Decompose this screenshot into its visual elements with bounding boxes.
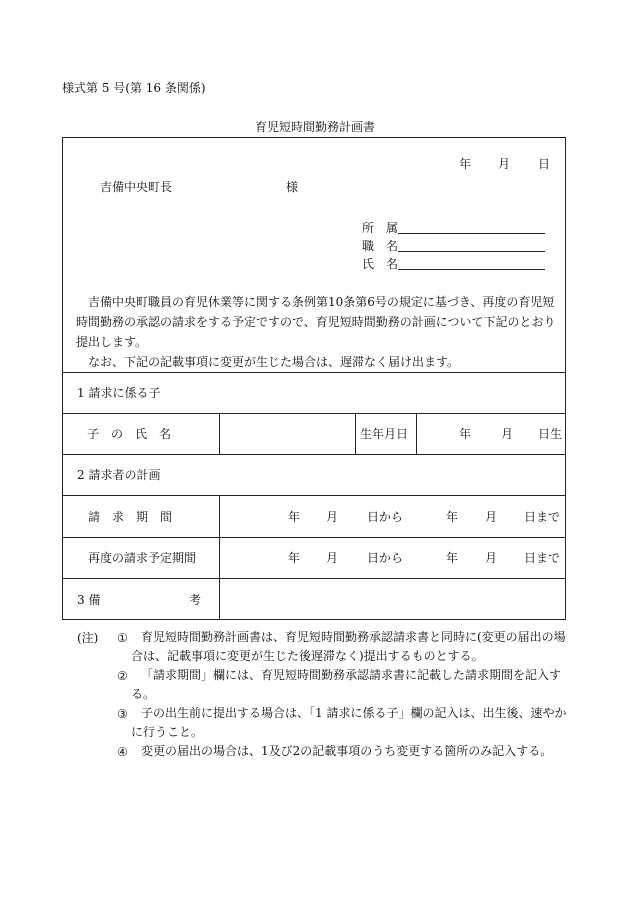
addressee-honorific: 様 xyxy=(286,180,299,194)
divider xyxy=(62,537,566,538)
name-field[interactable] xyxy=(398,269,545,270)
request-to-day: 日まで xyxy=(524,510,561,524)
remarks-field[interactable] xyxy=(225,584,560,614)
name-label: 氏 名 xyxy=(362,257,399,271)
birth-day: 日生 xyxy=(538,427,563,441)
divider xyxy=(62,578,566,579)
affiliation-field[interactable] xyxy=(398,233,545,234)
body-paragraph-2: なお、下記の記載事項に変更が生じた場合は、遅滞なく届け出ます。 xyxy=(88,355,460,369)
position-field[interactable] xyxy=(398,251,545,252)
note-number: ② xyxy=(117,669,128,683)
rerequest-period-label: 再度の請求予定期間 xyxy=(88,551,197,565)
note-number: ③ xyxy=(117,707,128,721)
note-number: ④ xyxy=(117,745,128,759)
section1-heading: 1 請求に係る子 xyxy=(77,386,161,400)
body-paragraph-1: 吉備中央町職員の育児休業等に関する条例第10条第6号の規定に基づき、再度の育児短時間勤務の承認の請求をする予定ですので、育児短時間勤務の計画について下記のとおり提出します。 xyxy=(76,295,556,349)
request-from-day: 日から xyxy=(367,510,404,524)
birth-year: 年 xyxy=(459,427,472,441)
note-item: 育児短時間勤務計画書は、育児短時間勤務承認請求書と同時に(変更の届出の場合は、記載事項に変更が生じた後遅滞なく)提出するものとする。 xyxy=(131,630,566,663)
note-number: ① xyxy=(117,631,128,645)
divider xyxy=(62,413,566,414)
divider xyxy=(219,413,220,454)
birthdate-label: 生年月日 xyxy=(360,427,409,441)
addressee-name: 吉備中央町長 xyxy=(100,180,173,194)
rerequest-from-year: 年 xyxy=(288,551,301,565)
divider xyxy=(62,454,566,455)
request-period-label: 請 求 期 間 xyxy=(88,510,173,524)
form-table xyxy=(62,137,566,620)
notes-label: (注) xyxy=(77,631,99,645)
divider xyxy=(416,413,417,454)
form-number: 様式第 5 号(第 16 条関係) xyxy=(62,81,206,95)
rerequest-from-month: 月 xyxy=(326,551,339,565)
request-to-month: 月 xyxy=(485,510,498,524)
divider xyxy=(219,495,220,619)
divider xyxy=(62,372,566,373)
date-day: 日 xyxy=(538,157,551,171)
request-from-month: 月 xyxy=(326,510,339,524)
request-from-year: 年 xyxy=(288,510,301,524)
rerequest-to-year: 年 xyxy=(446,551,459,565)
child-name-field[interactable] xyxy=(225,423,349,445)
note-item: 変更の届出の場合は、1及び2の記載事項のうち変更する箇所のみ記入する。 xyxy=(141,744,553,758)
note-item: 「請求期間」欄には、育児短時間勤務承認請求書に記載した請求期間を記入する。 xyxy=(131,668,562,701)
rerequest-to-month: 月 xyxy=(485,551,498,565)
page-title: 育児短時間勤務計画書 xyxy=(254,120,375,134)
affiliation-label: 所 属 xyxy=(362,221,399,235)
divider xyxy=(355,413,356,454)
date-month: 月 xyxy=(498,157,511,171)
section3-heading-end: 考 xyxy=(189,593,202,607)
note-item: 子の出生前に提出する場合は、「1 請求に係る子」欄の記入は、出生後、速やかに行うこと。 xyxy=(131,706,567,739)
date-year: 年 xyxy=(459,157,472,171)
child-name-label: 子 の 氏 名 xyxy=(87,427,172,441)
rerequest-from-day: 日から xyxy=(367,551,404,565)
section3-heading: 3 備 xyxy=(77,593,101,607)
position-label: 職 名 xyxy=(362,239,399,253)
request-to-year: 年 xyxy=(446,510,459,524)
divider xyxy=(62,495,566,496)
section2-heading: 2 請求者の計画 xyxy=(77,468,161,482)
birth-month: 月 xyxy=(501,427,514,441)
rerequest-to-day: 日まで xyxy=(524,551,561,565)
